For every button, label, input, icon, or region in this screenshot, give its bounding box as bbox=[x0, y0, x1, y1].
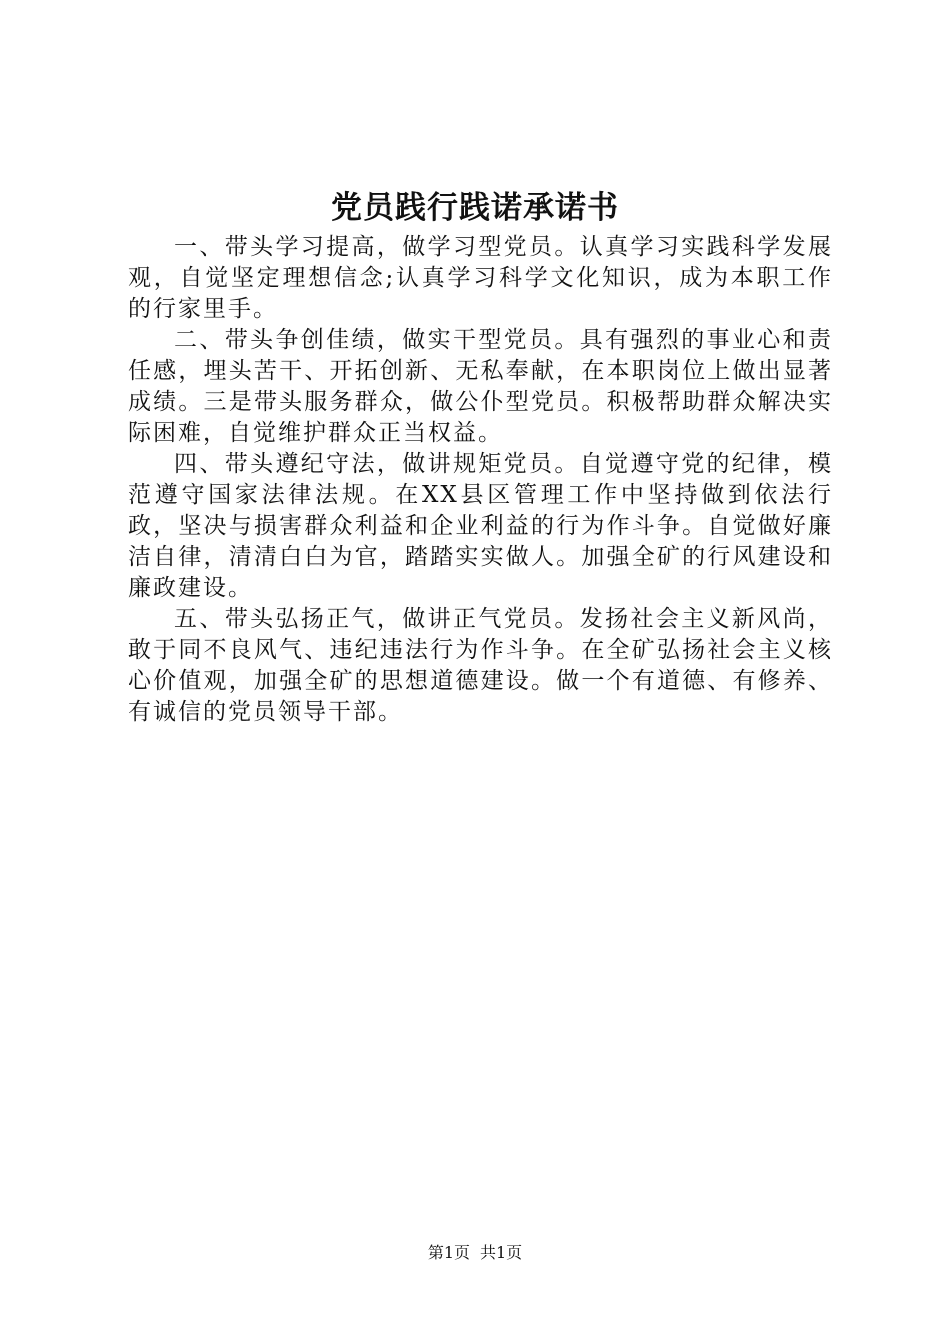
paragraph-3: 四、带头遵纪守法，做讲规矩党员。自觉遵守党的纪律，模范遵守国家法律法规。在XX县区管理工作中坚持做到依法行政，坚决与损害群众利益和企业利益的行为作斗争。自觉做好廉洁自律，清清白白为官，踏踏实实做人。加强全矿的行风建设和廉政建设。 bbox=[128, 451, 833, 601]
document-body bbox=[128, 232, 833, 728]
paragraph-4: 五、带头弘扬正气，做讲正气党员。发扬社会主义新风尚，敢于同不良风气、违纪违法行为作斗争。在全矿弘扬社会主义核心价值观，加强全矿的思想道德建设。做一个有道德、有修养、有诚信的党员领导干部。 bbox=[128, 606, 833, 725]
page-total: 共1页 bbox=[480, 1243, 523, 1262]
page-number: 第1页 bbox=[427, 1243, 470, 1262]
paragraph-2: 二、带头争创佳绩，做实干型党员。具有强烈的事业心和责任感，埋头苦干、开拓创新、无私奉献，在本职岗位上做出显著成绩。三是带头服务群众，做公仆型党员。积极帮助群众解决实际困难，自觉维护群众正当权益。 bbox=[128, 327, 833, 446]
document-title: 党员践行践诺承诺书 bbox=[331, 190, 619, 226]
paragraph-1: 一、带头学习提高，做学习型党员。认真学习实践科学发展观，自觉坚定理想信念;认真学习科学文化知识，成为本职工作的行家里手。 bbox=[128, 234, 833, 322]
page-footer bbox=[0, 1242, 950, 1264]
